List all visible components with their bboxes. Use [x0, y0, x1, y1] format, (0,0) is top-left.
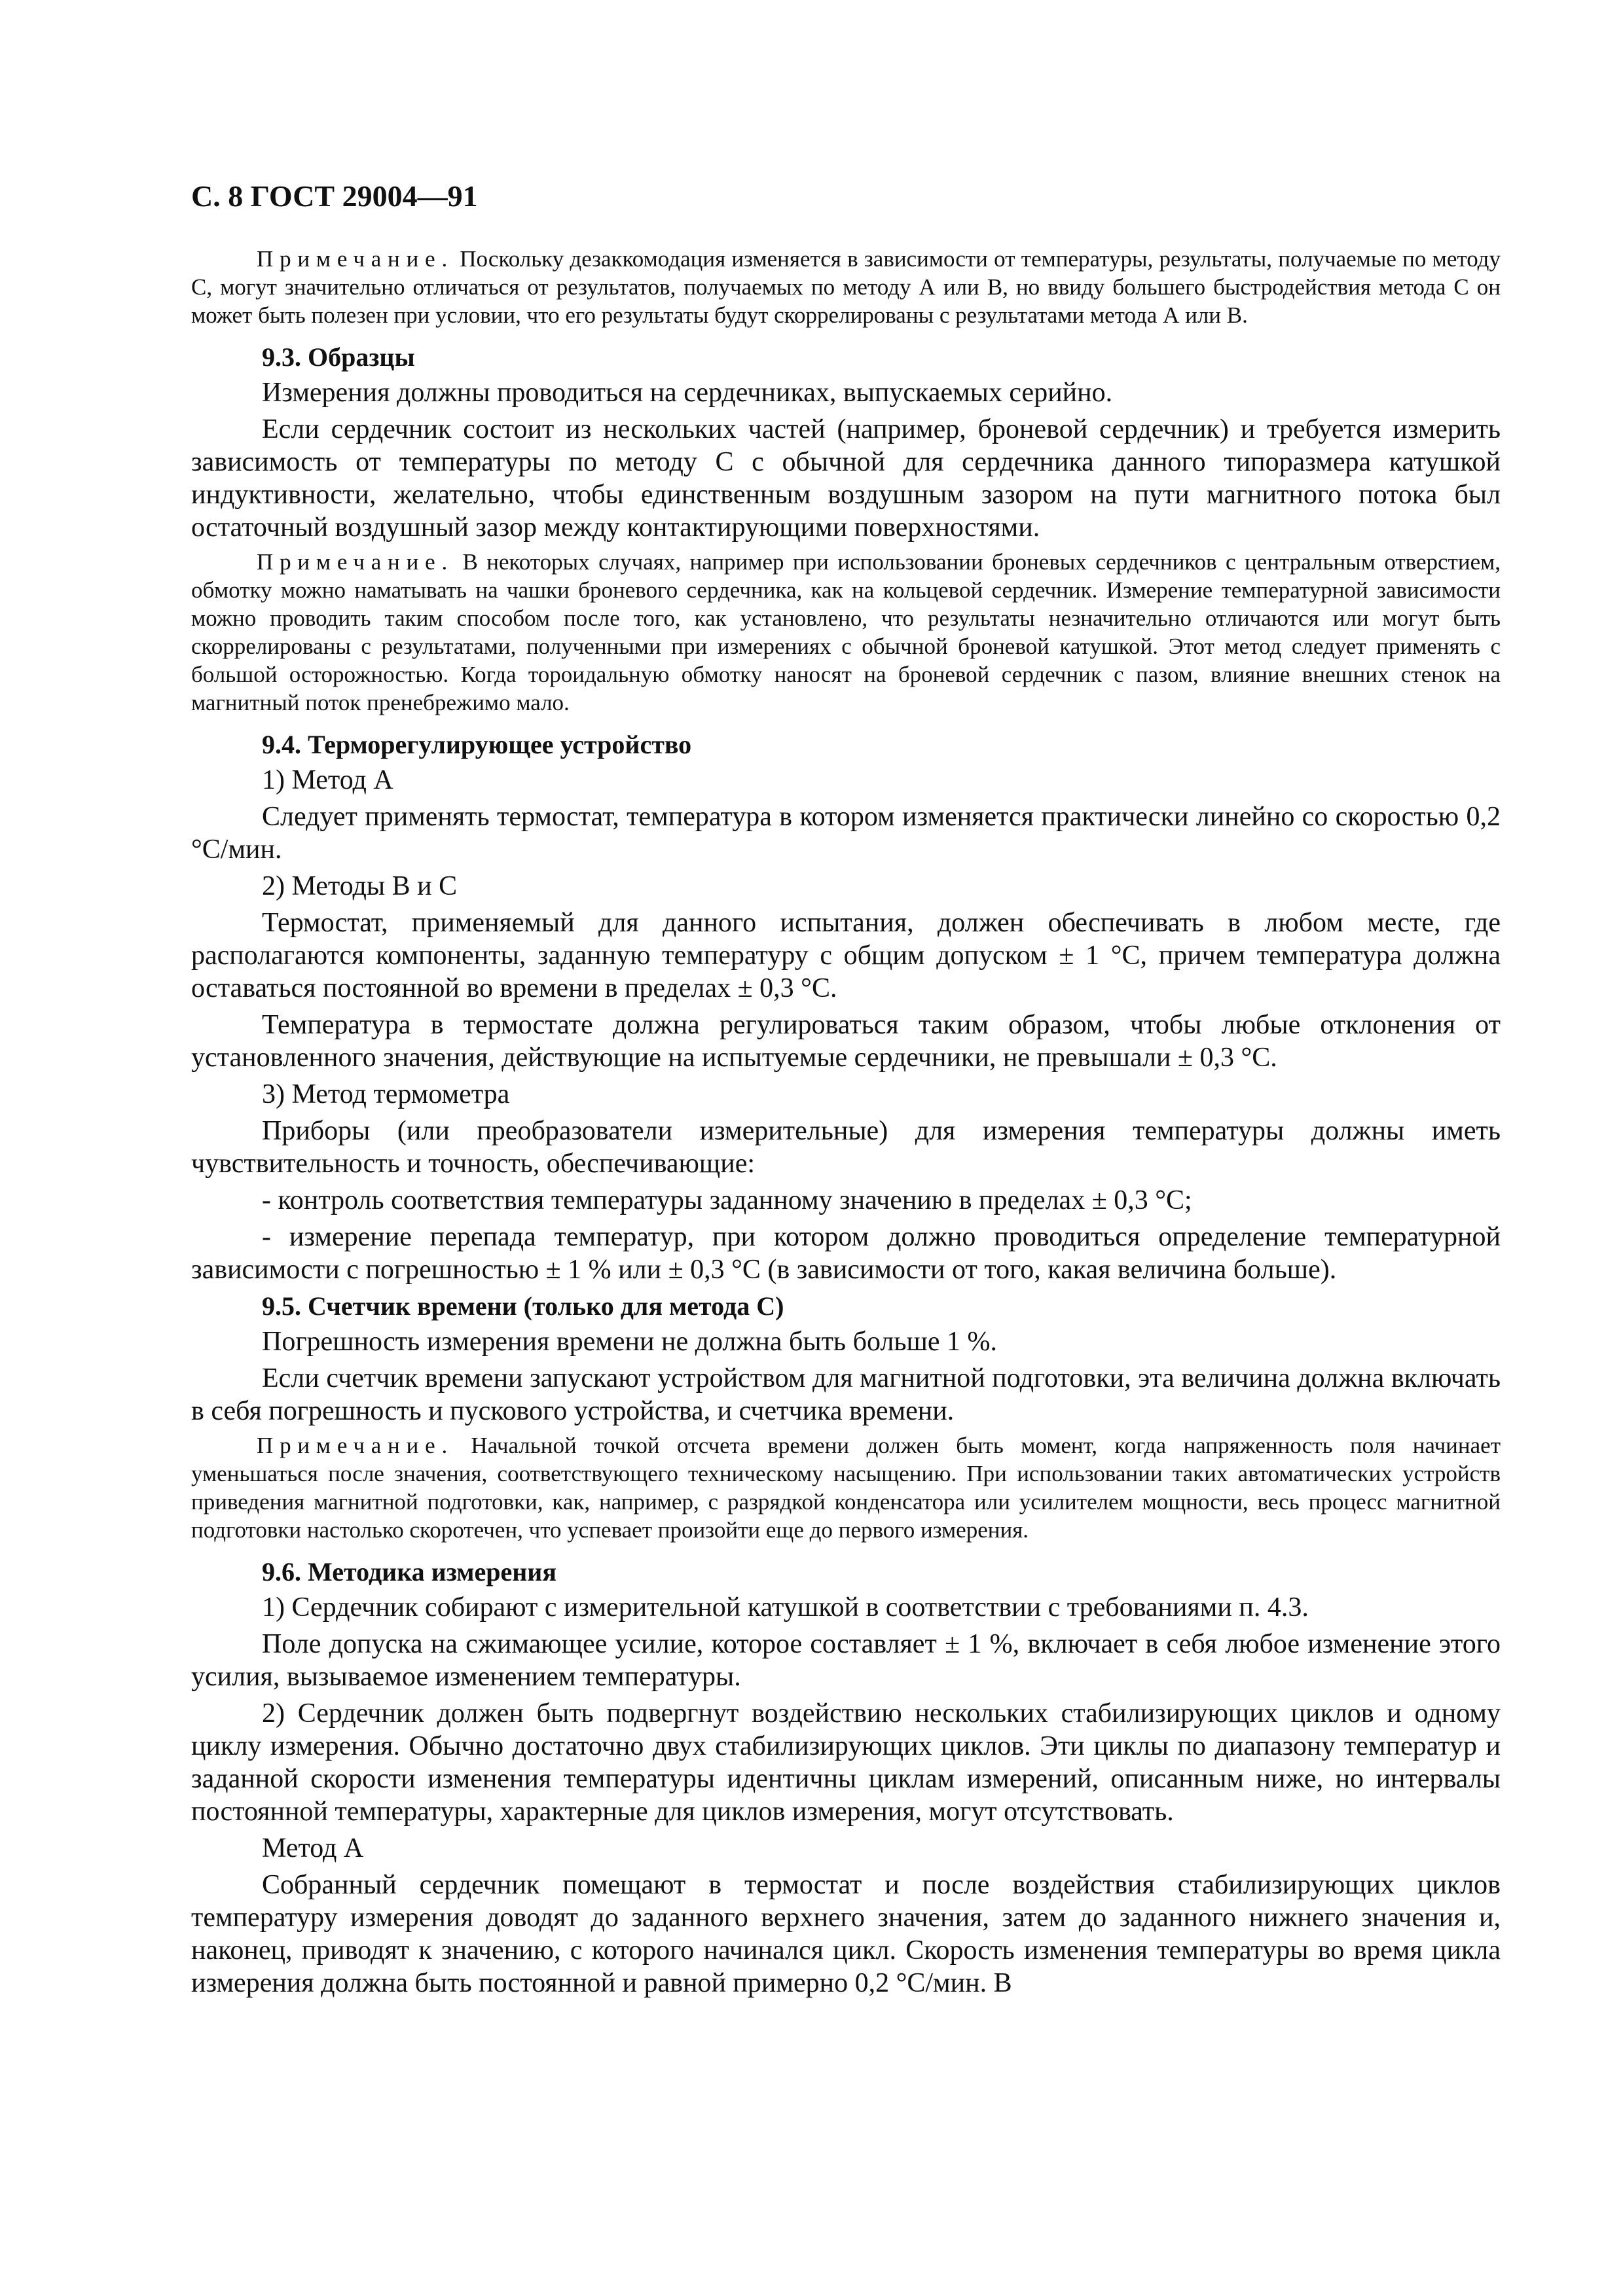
- note-text: Поскольку дезаккомодация изменяется в зависимости от температуры, результаты, получаемые по методу С, могут значительно отличаться от результатов, получаемых по методу А или В, но ввиду большего быстродействия метода С он может быть полезен при условии, что его результаты будут скоррелированы с результатами метода А или В.: [191, 246, 1501, 328]
- body-paragraph: 1) Метод А: [262, 765, 393, 795]
- section-heading: 9.4. Терморегулирующее устройство: [262, 730, 692, 759]
- section-heading: 9.6. Методика измерения: [262, 1557, 556, 1587]
- section-heading: 9.3. Образцы: [262, 342, 415, 372]
- note-paragraph: [191, 245, 1501, 329]
- note-paragraph: [191, 1431, 1501, 1544]
- body-paragraph: Собранный сердечник помещают в термостат и после воздействия стабилизирующих циклов температуру измерения доводят до заданного верхнего значения, затем до заданного нижнего значения и, наконец, приводят к значению, с которого начинался цикл. Скорость изменения температуры во время цикла измерения должна быть постоянной и равной примерно 0,2 °С/мин. В: [191, 1870, 1501, 1998]
- body-paragraph: Если счетчик времени запускают устройством для магнитной подготовки, эта величина должна включать в себя погрешность и пускового устройства, и счетчика времени.: [191, 1363, 1501, 1426]
- body-paragraph: 2) Сердечник должен быть подвергнут воздействию нескольких стабилизирующих циклов и одному циклу измерения. Обычно достаточно двух стабилизирующих циклов. Эти циклы по диапазону температур и заданной скорости изменения температуры идентичны циклам измерений, описанным ниже, но интервалы постоянной температуры, характерные для циклов измерения, могут отсутствовать.: [191, 1698, 1501, 1827]
- body-paragraph: Термостат, применяемый для данного испытания, должен обеспечивать в любом месте, где располагаются компоненты, заданную температуру с общим допуском ± 1 °С, причем температура должна оставаться постоянной во времени в пределах ± 0,3 °С.: [191, 908, 1501, 1003]
- body-paragraph: 1) Сердечник собирают с измерительной катушкой в соответствии с требованиями п. 4.3.: [262, 1592, 1309, 1623]
- note-paragraph: [191, 548, 1501, 717]
- body-paragraph: Поле допуска на сжимающее усилие, которое составляет ± 1 %, включает в себя любое изменение этого усилия, вызываемое изменением температуры.: [191, 1629, 1501, 1692]
- body-paragraph: Температура в термостате должна регулироваться таким образом, чтобы любые отклонения от установленного значения, действующие на испытуемые сердечники, не превышали ± 0,3 °С.: [191, 1010, 1501, 1073]
- body-paragraph: Если сердечник состоит из нескольких частей (например, броневой сердечник) и требуется измерить зависимость от температуры по методу С с обычной для сердечника данного типоразмера катушкой индуктивности, желательно, чтобы единственным воздушным зазором на пути магнитного потока был остаточный воздушный зазор между контактирующими поверхностями.: [191, 414, 1501, 543]
- body-paragraph: - контроль соответствия температуры заданному значению в пределах ± 0,3 °С;: [262, 1185, 1192, 1215]
- body-paragraph: 3) Метод термометра: [262, 1079, 510, 1109]
- document-page: [191, 177, 1501, 2003]
- document-body: [191, 245, 1501, 2000]
- note-label: Примечание.: [257, 1433, 454, 1458]
- note-label: Примечание.: [257, 246, 454, 272]
- body-paragraph: 2) Методы В и С: [262, 871, 458, 901]
- section-heading: 9.5. Счетчик времени (только для метода С): [262, 1291, 784, 1321]
- note-label: Примечание.: [257, 549, 454, 575]
- page-header: С. 8 ГОСТ 29004—91: [191, 179, 478, 213]
- note-text: Начальной точкой отсчета времени должен быть момент, когда напряженность поля начинает уменьшаться после значения, соответствующего техническому насыщению. При использовании таких автоматических устройств приведения магнитной подготовки, как, например, с разрядкой конденсатора или усилителем мощности, весь процесс магнитной подготовки настолько скоротечен, что успевает произойти еще до первого измерения.: [191, 1433, 1501, 1543]
- body-paragraph: Приборы (или преобразователи измерительные) для измерения температуры должны иметь чувствительность и точность, обеспечивающие:: [191, 1116, 1501, 1179]
- body-paragraph: Измерения должны проводиться на сердечниках, выпускаемых серийно.: [262, 378, 1113, 408]
- body-paragraph: - измерение перепада температур, при котором должно проводиться определение температурной зависимости с погрешностью ± 1 % или ± 0,3 °С (в зависимости от того, какая величина больше).: [191, 1222, 1501, 1285]
- body-paragraph: Следует применять термостат, температура в котором изменяется практически линейно со скоростью 0,2 °С/мин.: [191, 802, 1501, 865]
- body-paragraph: Метод А: [262, 1833, 364, 1863]
- note-text: В некоторых случаях, например при использовании броневых сердечников с центральным отверстием, обмотку можно наматывать на чашки броневого сердечника, как на кольцевой сердечник. Измерение температурной зависимости можно проводить таким способом после того, как установлено, что результаты незначительно отличаются или могут быть скоррелированы с результатами, полученными при измерениях с обычной броневой катушкой. Этот метод следует применять с большой осторожностью. Когда тороидальную обмотку наносят на броневой сердечник с пазом, влияние внешних стенок на магнитный поток пренебрежимо мало.: [191, 549, 1501, 715]
- body-paragraph: Погрешность измерения времени не должна быть больше 1 %.: [262, 1327, 997, 1357]
